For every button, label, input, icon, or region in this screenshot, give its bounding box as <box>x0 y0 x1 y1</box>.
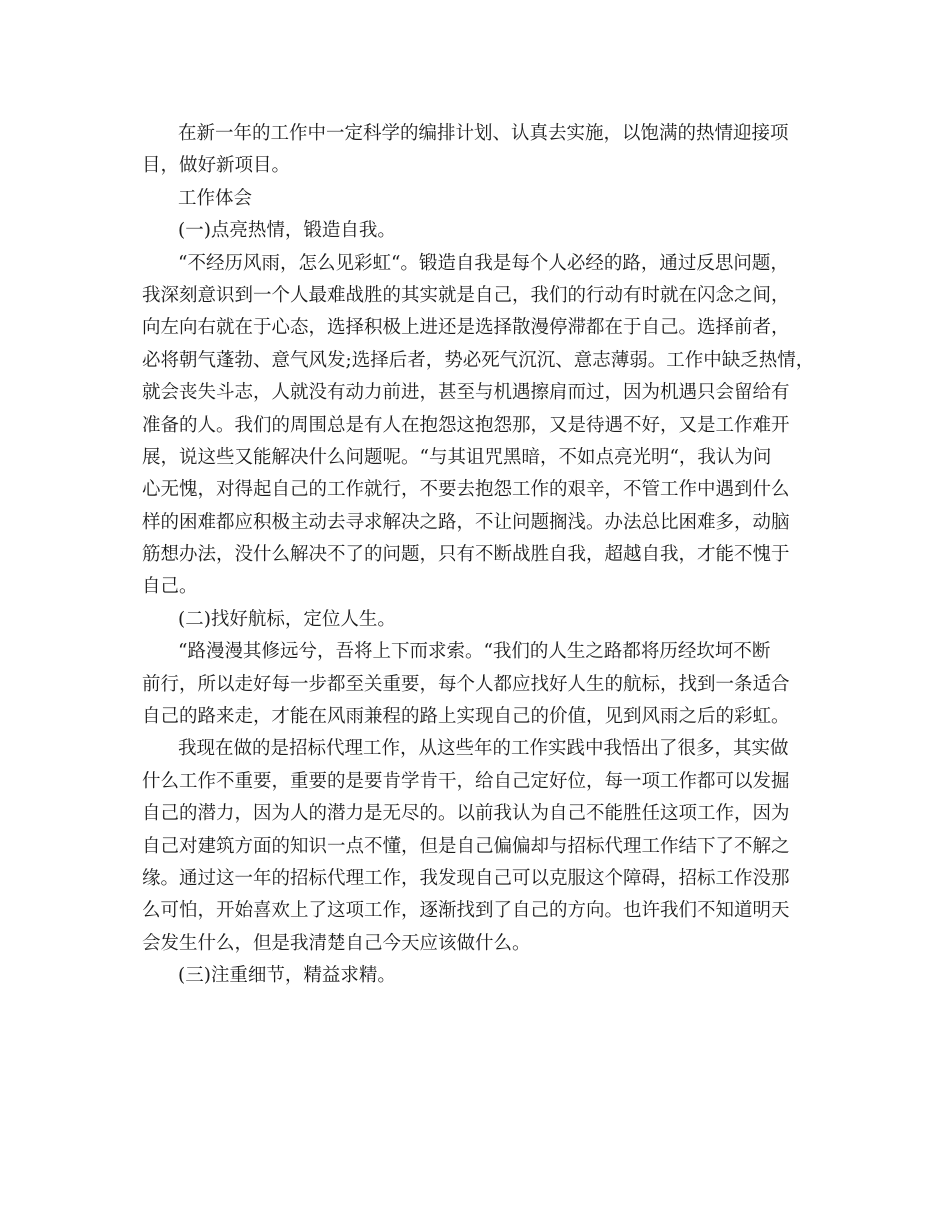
text-line: “不经历风雨，怎么见彩虹“。锻造自我是每个人必经的路，通过反思问题， <box>178 252 789 274</box>
text-line: 缘。通过这一年的招标代理工作，我发现自己可以克服这个障碍，招标工作没那 <box>142 867 790 889</box>
text-line: (二)找好航标，定位人生。 <box>178 608 396 630</box>
text-line: (三)注重细节，精益求精。 <box>178 965 396 987</box>
text-line: 我深刻意识到一个人最难战胜的其实就是自己，我们的行动有时就在闪念之间， <box>142 284 790 306</box>
text-line: 前行，所以走好每一步都至关重要，每个人都应找好人生的航标，找到一条适合 <box>142 673 790 695</box>
text-line: 样的困难都应积极主动去寻求解决之路，不让问题搁浅。办法总比困难多，动脑 <box>142 511 790 533</box>
text-line: 必将朝气蓬勃、意气风发;选择后者，势必死气沉沉、意志薄弱。工作中缺乏热情， <box>142 349 815 371</box>
text-line: 向左向右就在于心态，选择积极上进还是选择散漫停滞都在于自己。选择前者， <box>142 317 790 339</box>
text-line: 自己的路来走，才能在风雨兼程的路上实现自己的价值，见到风雨之后的彩虹。 <box>142 706 790 728</box>
text-line: 自己。 <box>142 576 198 598</box>
text-line: 么可怕，开始喜欢上了这项工作，逐渐找到了自己的方向。也许我们不知道明天 <box>142 900 790 922</box>
text-line: 我现在做的是招标代理工作，从这些年的工作实践中我悟出了很多，其实做 <box>178 738 789 760</box>
text-line: 什么工作不重要，重要的是要肯学肯干，给自己定好位，每一项工作都可以发掘 <box>142 770 790 792</box>
text-line: 自己对建筑方面的知识一点不懂，但是自己偏偏却与招标代理工作结下了不解之 <box>142 835 790 857</box>
text-line: 工作体会 <box>178 187 253 209</box>
text-line: 筋想办法，没什么解决不了的问题，只有不断战胜自我，超越自我，才能不愧于 <box>142 544 790 566</box>
text-line: 自己的潜力，因为人的潜力是无尽的。以前我认为自己不能胜任这项工作，因为 <box>142 803 790 825</box>
text-line: 目，做好新项目。 <box>142 155 291 177</box>
text-line: (一)点亮热情，锻造自我。 <box>178 220 396 242</box>
document-body <box>142 118 815 993</box>
text-line: 心无愧，对得起自己的工作就行，不要去抱怨工作的艰辛，不管工作中遇到什么 <box>142 479 790 501</box>
text-line: 在新一年的工作中一定科学的编排计划、认真去实施，以饱满的热情迎接项 <box>178 123 789 144</box>
text-line: 就会丧失斗志，人就没有动力前进，甚至与机遇擦肩而过，因为机遇只会留给有 <box>142 382 790 404</box>
text-line: 准备的人。我们的周围总是有人在抱怨这抱怨那，又是待遇不好，又是工作难开 <box>142 414 790 436</box>
text-line: 展，说这些又能解决什么问题呢。“与其诅咒黑暗，不如点亮光明“，我认为问 <box>142 446 772 468</box>
text-line: 会发生什么，但是我清楚自己今天应该做什么。 <box>142 932 531 954</box>
text-line: “路漫漫其修远兮，吾将上下而求索。“我们的人生之路都将历经坎坷不断 <box>178 641 771 663</box>
